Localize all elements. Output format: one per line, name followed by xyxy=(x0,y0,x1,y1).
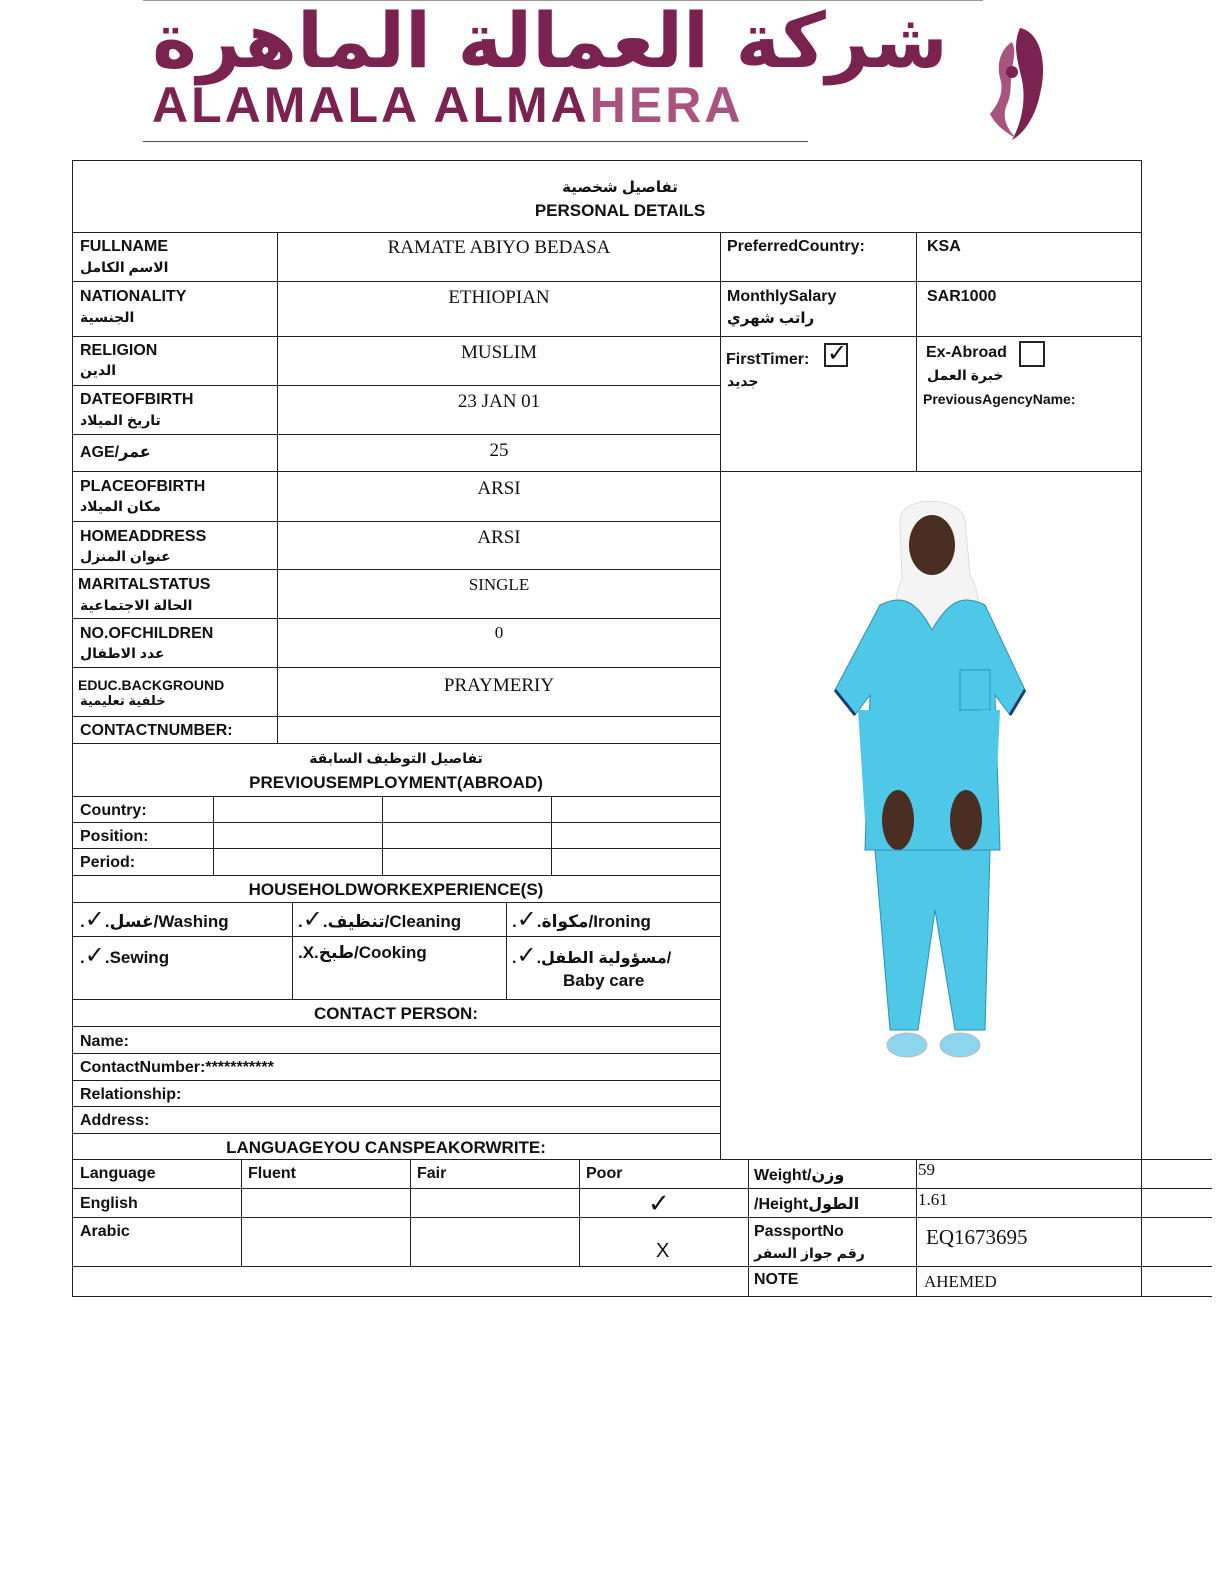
rule xyxy=(72,848,720,849)
logo-arabic-name: شركة العمالة الماهرة xyxy=(152,0,948,85)
age-label: AGE/عمر xyxy=(80,444,151,461)
marital-value: SINGLE xyxy=(468,575,530,594)
contact-person-title: CONTACT PERSON: xyxy=(313,1004,478,1023)
rule xyxy=(72,336,1142,337)
fullname-value: RAMATE ABIYO BEDASA xyxy=(387,237,611,258)
religion-label: RELIGION xyxy=(80,342,158,359)
household-item-ironing xyxy=(512,905,718,935)
household-item-sewing xyxy=(80,941,290,971)
dob-label-ar: تاريخ الميلاد xyxy=(80,412,161,428)
previous-employment-title: PREVIOUSEMPLOYMENT(ABROAD) xyxy=(249,773,543,792)
rule xyxy=(72,1159,1212,1160)
rule xyxy=(72,281,1142,282)
rule xyxy=(213,796,214,875)
personal-details-title-ar: تفاصيل شخصية xyxy=(562,179,678,196)
nationality-label: NATIONALITY xyxy=(80,288,187,305)
educ-value: PRAYMERIY xyxy=(443,675,555,696)
children-label: NO.OFCHILDREN xyxy=(80,625,214,642)
woman-silhouette-logo-icon xyxy=(982,22,1052,144)
rule xyxy=(72,1106,720,1107)
rule xyxy=(72,434,720,435)
contact-number-person-label: ContactNumber:*********** xyxy=(80,1059,274,1076)
applicant-photo-icon xyxy=(820,490,1040,1080)
rule xyxy=(72,875,720,876)
lang-header-fluent: Fluent xyxy=(248,1165,296,1182)
sewing-check-icon: ✓ xyxy=(84,942,105,969)
preferred-country-label: PreferredCountry: xyxy=(727,238,865,255)
ironing-check-icon: ✓ xyxy=(516,906,537,933)
religion-value: MUSLIM xyxy=(460,342,537,363)
rule xyxy=(410,1159,411,1266)
monthly-salary-label-ar: راتب شهري xyxy=(727,310,815,327)
logo-latin-name xyxy=(152,77,972,133)
note-value: AHEMED xyxy=(924,1272,997,1291)
ironing-label: .مكواة/Ironing xyxy=(536,912,651,931)
rule xyxy=(72,743,720,744)
rule xyxy=(72,1217,1212,1218)
nationality-label-ar: الجنسية xyxy=(80,309,135,325)
weight-value: 59 xyxy=(918,1160,935,1179)
rule xyxy=(72,936,720,937)
rule xyxy=(72,902,720,903)
monthly-salary-label: MonthlySalary xyxy=(727,288,837,305)
rule xyxy=(916,232,917,471)
rule xyxy=(382,796,383,875)
rule xyxy=(72,569,720,570)
lang-header-fair: Fair xyxy=(417,1165,447,1182)
sewing-prefix: . xyxy=(80,948,85,967)
pob-value: ARSI xyxy=(477,478,521,499)
household-item-babycare xyxy=(512,941,718,997)
contact-address-label: Address: xyxy=(80,1112,150,1129)
rule xyxy=(72,822,720,823)
ex-abroad-label: Ex-Abroad xyxy=(926,344,1007,361)
previous-agency-label: PreviousAgencyName: xyxy=(923,391,1076,407)
prev-position-label: Position: xyxy=(80,828,149,845)
contact-name-label: Name: xyxy=(80,1033,129,1050)
household-title: HOUSEHOLDWORKEXPERIENCE(S) xyxy=(248,880,544,899)
rule xyxy=(72,1296,1212,1297)
rule xyxy=(551,796,552,875)
first-timer-check-icon: ✓ xyxy=(827,340,848,367)
passport-label: PassportNo xyxy=(754,1223,844,1240)
rule xyxy=(292,902,293,999)
passport-value: EQ1673695 xyxy=(926,1225,1028,1249)
home-label-ar: عنوان المنزل xyxy=(80,548,171,564)
first-timer-label: FirstTimer: xyxy=(726,351,810,368)
rule xyxy=(72,716,720,717)
contact-number-label: CONTACTNUMBER: xyxy=(80,722,233,739)
educ-label-ar: خلفية تعليمية xyxy=(80,693,166,708)
rule xyxy=(72,618,720,619)
rule xyxy=(72,1053,720,1054)
lang-english: English xyxy=(80,1195,138,1212)
previous-employment-title-ar: تفاصيل التوظيف السابقة xyxy=(309,750,483,766)
lang-english-poor-check-icon: ✓ xyxy=(648,1188,670,1218)
rule xyxy=(241,1159,242,1266)
nationality-value: ETHIOPIAN xyxy=(448,287,550,308)
rule xyxy=(72,667,720,668)
ex-abroad-label-ar: خبرة العمل xyxy=(927,367,1004,383)
prev-country-label: Country: xyxy=(80,802,147,819)
pob-label-ar: مكان الميلاد xyxy=(80,498,161,514)
fullname-label: FULLNAME xyxy=(80,238,168,255)
rule xyxy=(72,1133,720,1134)
babycare-label: Baby care xyxy=(563,971,645,990)
marital-label-ar: الحالة الاجتماعية xyxy=(80,597,193,613)
lang-header-poor: Poor xyxy=(586,1165,623,1182)
rule xyxy=(72,232,1142,233)
contact-relationship-label: Relationship: xyxy=(80,1086,182,1103)
weight-label: Weight/وزن xyxy=(754,1167,845,1184)
logo-bottom-rule xyxy=(143,141,808,142)
rule xyxy=(72,1026,720,1027)
cleaning-check-icon: ✓ xyxy=(302,906,323,933)
personal-details-title: PERSONAL DETAILS xyxy=(534,201,706,220)
preferred-country-value: KSA xyxy=(927,238,961,255)
rule xyxy=(72,1080,720,1081)
children-value: 0 xyxy=(494,623,504,642)
height-label: /Heightالطول xyxy=(754,1196,860,1213)
height-value: 1.61 xyxy=(918,1190,948,1209)
rule xyxy=(748,1159,749,1296)
lang-arabic: Arabic xyxy=(80,1223,130,1240)
lang-arabic-poor-mark: X xyxy=(656,1240,670,1262)
marital-label: MARITALSTATUS xyxy=(78,576,211,593)
washing-check-icon: ✓ xyxy=(84,906,105,933)
educ-label: EDUC.BACKGROUND xyxy=(78,677,225,693)
babycare-check-icon: ✓ xyxy=(516,942,537,969)
lang-header-language: Language xyxy=(80,1165,156,1182)
rule xyxy=(72,521,720,522)
languages-title: LANGUAGEYOU CANSPEAKORWRITE: xyxy=(226,1138,546,1157)
rule xyxy=(72,796,720,797)
household-item-cooking xyxy=(298,943,504,973)
washing-prefix: . xyxy=(80,912,85,931)
first-timer-checkbox[interactable] xyxy=(824,340,848,367)
pob-label: PLACEOFBIRTH xyxy=(80,478,206,495)
rule xyxy=(72,1266,1212,1267)
prev-period-label: Period: xyxy=(80,854,136,871)
washing-label: .غسل/Washing xyxy=(104,912,229,931)
household-item-washing xyxy=(80,905,290,935)
rule xyxy=(579,1159,580,1266)
rule xyxy=(506,902,507,999)
monthly-salary-value: SAR1000 xyxy=(927,288,997,305)
sewing-label: .Sewing xyxy=(104,948,170,967)
logo-latin-part2: HERA xyxy=(589,77,744,133)
first-timer-label-ar: جديد xyxy=(727,373,759,389)
note-label: NOTE xyxy=(754,1271,799,1288)
rule xyxy=(720,232,721,1159)
fullname-label-ar: الاسم الكامل xyxy=(80,259,169,275)
household-item-cleaning xyxy=(298,905,504,935)
ironing-prefix: . xyxy=(512,912,517,931)
babycare-prefix: . xyxy=(512,950,517,967)
ex-abroad-checkbox[interactable] xyxy=(1019,341,1045,367)
rule xyxy=(72,999,720,1000)
cleaning-prefix: . xyxy=(298,912,303,931)
rule xyxy=(72,385,720,386)
dob-label: DATEOFBIRTH xyxy=(80,391,194,408)
rule xyxy=(916,1159,917,1296)
rule xyxy=(72,1188,1212,1189)
logo-latin-part1: ALAMALA ALMA xyxy=(152,77,590,133)
age-value: 25 xyxy=(489,440,509,461)
cooking-label: .X.طبخ/Cooking xyxy=(298,943,427,962)
babycare-label-ar: .مسؤولية الطفل/ xyxy=(536,950,672,967)
home-value: ARSI xyxy=(477,527,521,548)
home-label: HOMEADDRESS xyxy=(80,528,207,545)
passport-label-ar: رقم جواز السفر xyxy=(754,1245,865,1261)
dob-value: 23 JAN 01 xyxy=(457,391,541,412)
children-label-ar: عدد الاطفال xyxy=(80,645,165,661)
rule xyxy=(72,471,1142,472)
logo-header xyxy=(140,0,1060,145)
cleaning-label: .تنظيف/Cleaning xyxy=(322,912,462,931)
religion-label-ar: الدين xyxy=(80,362,116,378)
